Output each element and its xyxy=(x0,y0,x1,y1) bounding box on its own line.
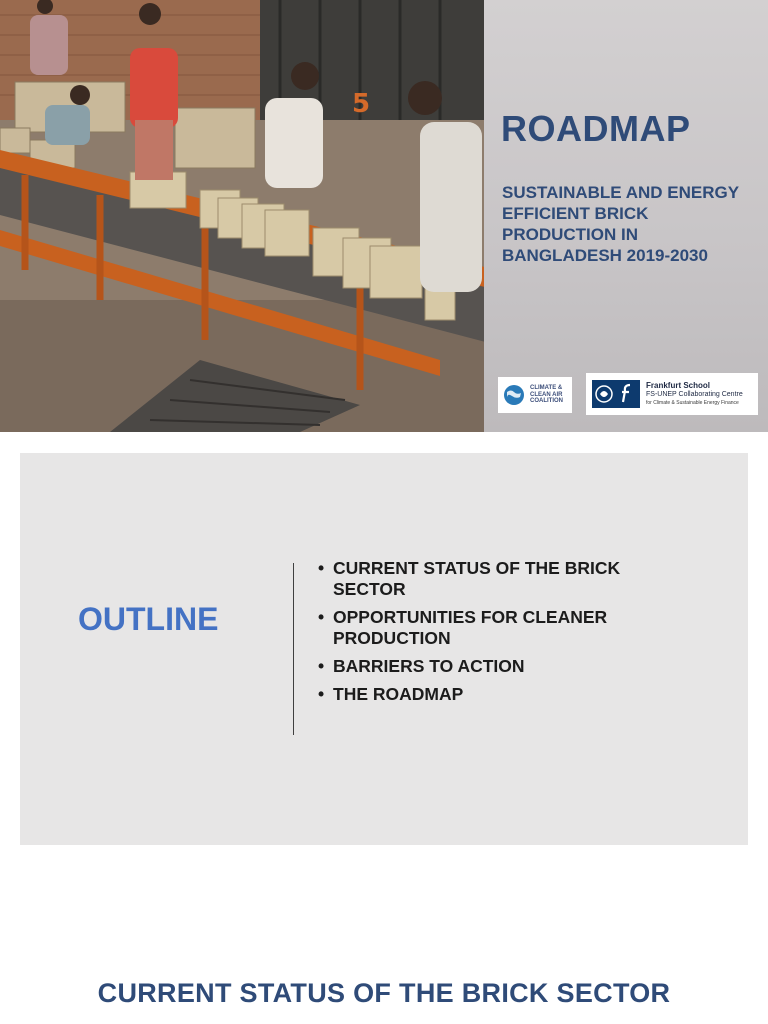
list-item: • OPPORTUNITIES FOR CLEANER PRODUCTION xyxy=(316,607,696,649)
roadmap-title: ROADMAP xyxy=(501,108,691,149)
vertical-divider xyxy=(293,563,294,735)
outline-title: OUTLINE xyxy=(78,601,219,637)
list-item: • BARRIERS TO ACTION xyxy=(316,656,696,677)
frankfurt-school-wordmark: Frankfurt School FS-UNEP Collaborating Centre for Climate & Sustainable Energy Finance xyxy=(646,380,743,406)
frankfurt-school-logo xyxy=(586,373,758,415)
ccac-logo xyxy=(498,377,572,413)
list-item: • THE ROADMAP xyxy=(316,684,696,705)
roadmap-subtitle: SUSTAINABLE AND ENERGY EFFICIENT BRICK PRODUCTION IN BANGLADESH 2019-2030 xyxy=(502,183,739,265)
bay-number-sign: 5 xyxy=(352,89,371,119)
current-status-title: CURRENT STATUS OF THE BRICK SECTOR xyxy=(97,978,671,1008)
ccac-wordmark: CLIMATE & CLEAN AIR COALITION xyxy=(530,385,563,405)
title-slide xyxy=(0,0,768,432)
unep-fs-emblem-icon xyxy=(592,380,640,408)
outline-list xyxy=(316,558,696,712)
globe-icon xyxy=(502,383,526,407)
list-item: • CURRENT STATUS OF THE BRICK SECTOR xyxy=(316,558,696,600)
brick-factory-illustration xyxy=(0,0,497,432)
outline-slide xyxy=(20,453,748,845)
brick-factory-photo xyxy=(0,0,497,432)
